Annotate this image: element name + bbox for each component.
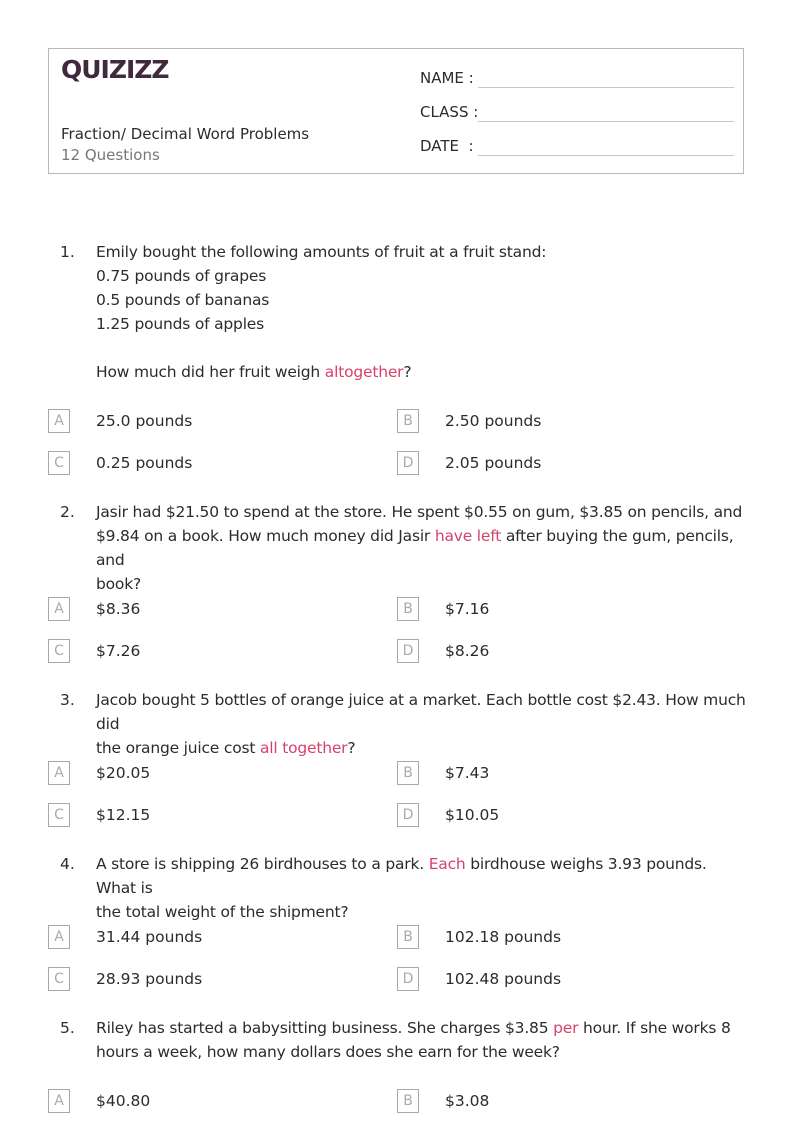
option-text: $12.15 [96,806,151,824]
question-number: 2. [60,503,75,521]
question-line [96,500,748,524]
option-letter-box[interactable]: B [397,1089,419,1113]
option-text: 25.0 pounds [96,412,193,430]
text-segment: hour. If she works 8 [578,1019,731,1037]
name-label: NAME : [420,69,474,87]
option-letter-box[interactable]: B [397,597,419,621]
text-segment: Jasir had $21.50 to spend at the store. He spent $0.55 on gum, $3.85 on pencils, and [96,503,743,521]
option-text: $7.16 [445,600,490,618]
question-number: 1. [60,243,75,261]
question-count: 12 Questions [61,146,160,164]
option-letter-box[interactable]: D [397,803,419,827]
option-letter-box[interactable]: A [48,925,70,949]
highlighted-term: Each [428,855,466,873]
question-line [96,360,748,384]
option-letter-box[interactable]: C [48,639,70,663]
option-text: $7.43 [445,764,490,782]
question-line [96,736,748,760]
option-letter-box[interactable]: A [48,761,70,785]
option-letter-box[interactable]: B [397,925,419,949]
option-text: 28.93 pounds [96,970,203,988]
option-letter-box[interactable]: A [48,409,70,433]
option-letter-box[interactable]: A [48,1089,70,1113]
highlighted-term: all together [259,739,348,757]
option-text: 102.18 pounds [445,928,562,946]
class-field[interactable] [420,103,734,127]
question-line [96,336,748,360]
date-field[interactable] [420,137,734,161]
question-line [96,572,748,596]
text-segment: Jacob bought 5 bottles of orange juice at a market. Each bottle cost $2.43. How much did [96,691,746,733]
text-segment: ? [403,363,412,381]
option-text: $40.80 [96,1092,151,1110]
question-number: 5. [60,1019,75,1037]
option-letter-box[interactable]: D [397,451,419,475]
option-letter-box[interactable]: C [48,967,70,991]
question-number: 3. [60,691,75,709]
option-text: 102.48 pounds [445,970,562,988]
question-line [96,524,748,572]
option-text: $20.05 [96,764,151,782]
question-line [96,288,748,312]
text-segment: 0.75 pounds of grapes [96,267,267,285]
highlighted-term: have left [434,527,502,545]
option-text: $7.26 [96,642,141,660]
highlighted-term: altogether [324,363,404,381]
option-letter-box[interactable]: C [48,803,70,827]
option-text: 2.50 pounds [445,412,542,430]
class-line[interactable] [478,121,734,122]
name-field[interactable] [420,69,734,93]
class-label: CLASS : [420,103,479,121]
question-line [96,688,748,736]
text-segment: $9.84 on a book. How much money did Jasir [96,527,435,545]
worksheet-header [48,48,744,174]
text-segment: 0.5 pounds of bananas [96,291,270,309]
text-segment: hours a week, how many dollars does she earn for the week? [96,1043,560,1061]
question-text [96,240,748,384]
question-text [96,1016,748,1064]
question-line [96,1016,748,1040]
date-label: DATE : [420,137,474,155]
text-segment: ? [347,739,356,757]
question-line [96,900,748,924]
worksheet-title: Fraction/ Decimal Word Problems [61,125,310,143]
question-line [96,312,748,336]
date-line[interactable] [478,155,734,156]
option-letter-box[interactable]: B [397,761,419,785]
option-text: $10.05 [445,806,500,824]
text-segment: How much did her fruit weigh [96,363,325,381]
quizizz-logo: QUIZIZZ [61,55,169,84]
option-text: 31.44 pounds [96,928,203,946]
question-line [96,264,748,288]
question-text [96,852,748,924]
text-segment: the total weight of the shipment? [96,903,349,921]
question-line [96,852,748,900]
option-letter-box[interactable]: A [48,597,70,621]
option-letter-box[interactable]: D [397,967,419,991]
question-line [96,240,748,264]
highlighted-term: per [553,1019,579,1037]
option-text: $8.26 [445,642,490,660]
question-text [96,688,748,760]
question-line [96,1040,748,1064]
text-segment: after buying the gum, pencils, and [96,527,734,569]
question-text [96,500,748,596]
text-segment: 1.25 pounds of apples [96,315,265,333]
text-segment: Riley has started a babysitting business. She charges $3.85 [96,1019,554,1037]
option-letter-box[interactable]: B [397,409,419,433]
name-line[interactable] [478,87,734,88]
text-segment: the orange juice cost [96,739,260,757]
text-segment: birdhouse weighs 3.93 pounds. What is [96,855,707,897]
text-segment: Emily bought the following amounts of fruit at a fruit stand: [96,243,547,261]
option-letter-box[interactable]: C [48,451,70,475]
text-segment: A store is shipping 26 birdhouses to a park. [96,855,429,873]
option-text: 2.05 pounds [445,454,542,472]
option-text: 0.25 pounds [96,454,193,472]
option-text: $8.36 [96,600,141,618]
question-number: 4. [60,855,75,873]
option-letter-box[interactable]: D [397,639,419,663]
option-text: $3.08 [445,1092,490,1110]
text-segment: book? [96,575,142,593]
